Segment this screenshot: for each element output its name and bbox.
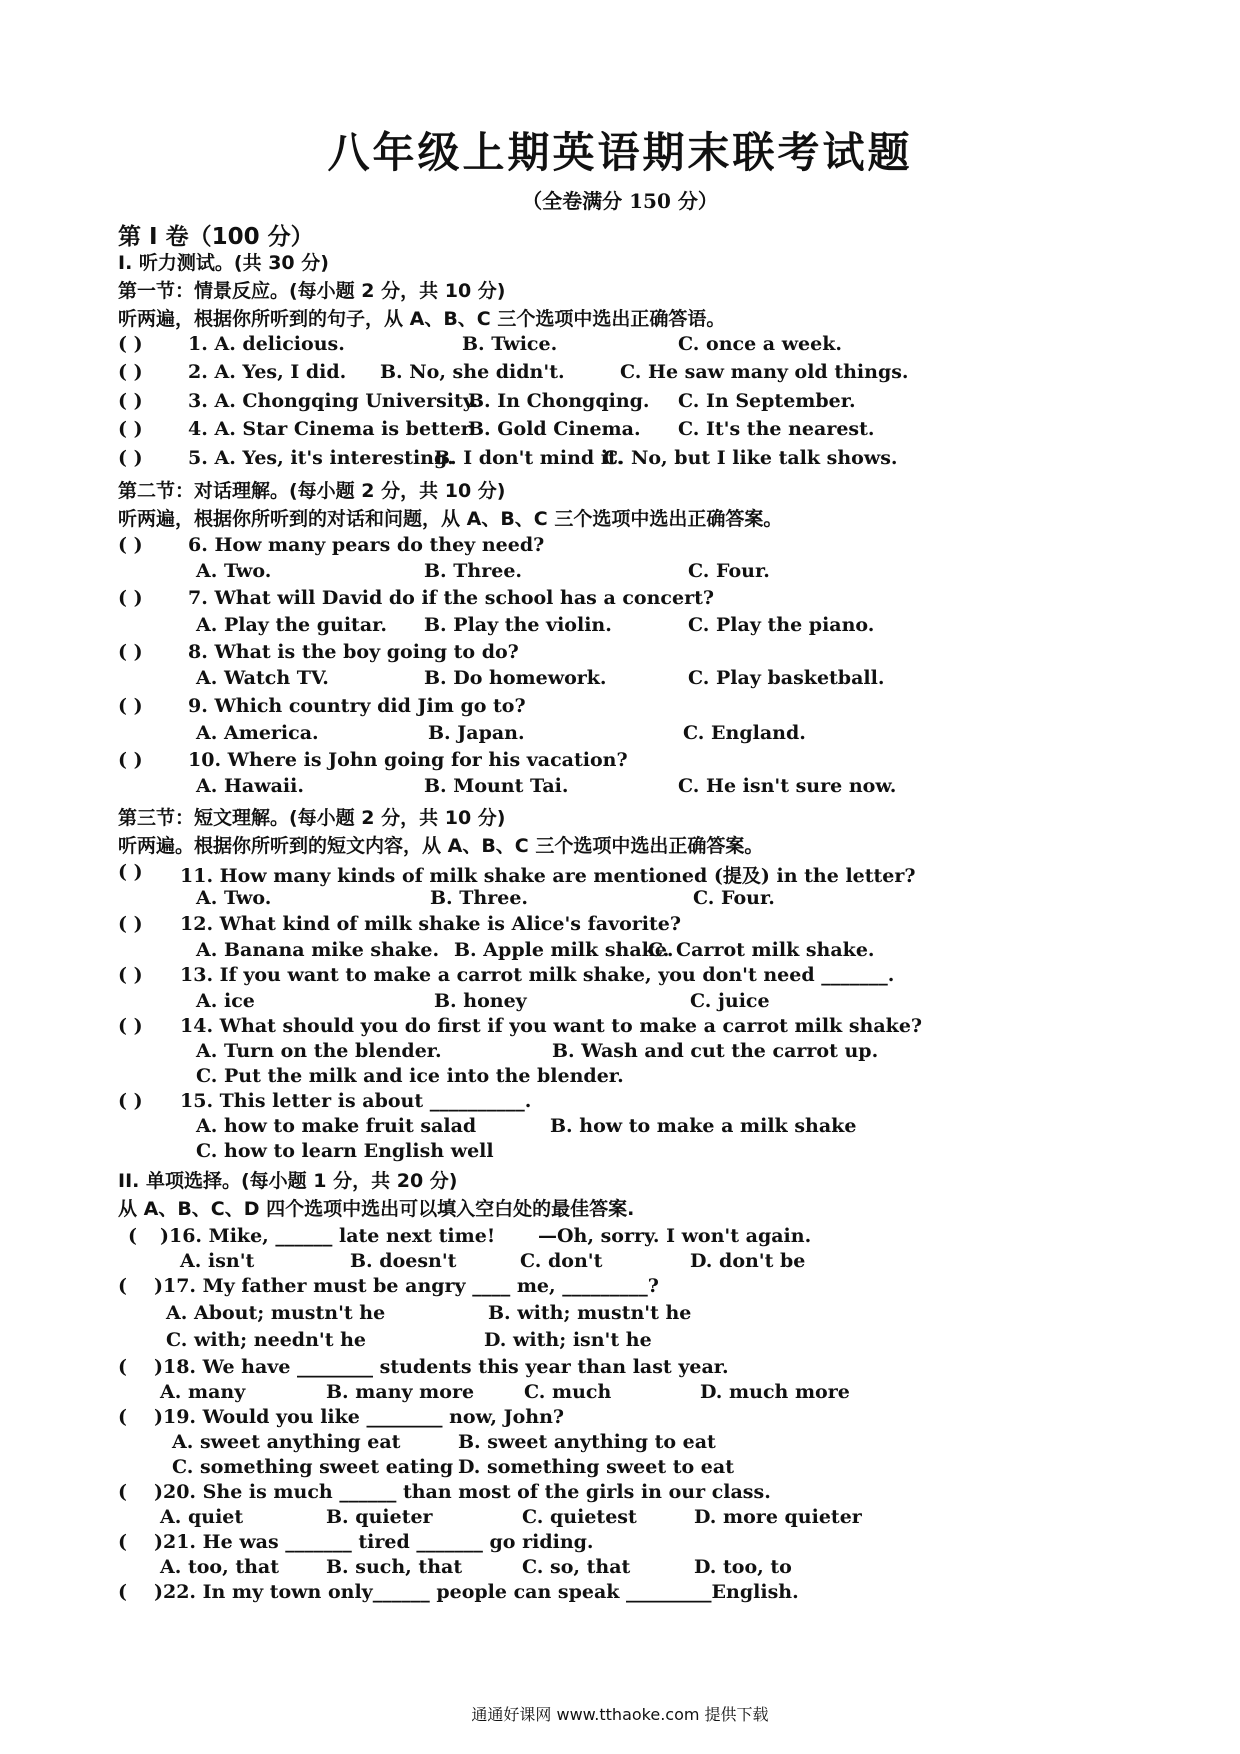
option-a: 1. A. delicious. (188, 333, 345, 355)
subsection-three-heading: 第三节：短文理解。(每小题 2 分，共 10 分) (118, 807, 506, 829)
section-two-instruction: 从 A、B、C、D 四个选项中选出可以填入空白处的最佳答案. (118, 1198, 635, 1220)
question-row (118, 1015, 923, 1037)
question-row (118, 1090, 532, 1112)
option-d: D. more quieter (694, 1506, 862, 1528)
question-text: 14. What should you do first if you want to make a carrot milk shake? (180, 1015, 923, 1037)
option-d: D. something sweet to eat (458, 1456, 734, 1478)
question-text: 15. This letter is about __________. (180, 1090, 532, 1112)
option-c: C. No, but I like talk shows. (603, 447, 898, 469)
option-a: A. Two. (196, 887, 272, 909)
option-c: C. much (524, 1381, 612, 1403)
option-c: C. Put the milk and ice into the blender. (196, 1065, 624, 1087)
answer-blank: ( ) (118, 695, 143, 717)
option-b: B. with; mustn't he (488, 1302, 692, 1324)
option-c: C. quietest (522, 1506, 637, 1528)
option-a: A. ice (196, 990, 255, 1012)
option-a: A. Turn on the blender. (196, 1040, 442, 1062)
option-a: A. Two. (196, 560, 272, 582)
option-b: B. Japan. (428, 722, 525, 744)
question-row (118, 749, 628, 771)
question-row (118, 587, 714, 609)
question-row (118, 333, 843, 355)
exam-subtitle: （全卷满分 150 分） (522, 189, 718, 213)
subsection-two-instruction: 听两遍，根据你所听到的对话和问题，从 A、B、C 三个选项中选出正确答案。 (118, 508, 783, 530)
question-row (118, 913, 682, 935)
option-c: C. Four. (693, 887, 775, 909)
option-b: B. Play the violin. (424, 614, 612, 636)
question-text: 8. What is the boy going to do? (188, 641, 519, 663)
subsection-two-heading: 第二节：对话理解。(每小题 2 分，共 10 分) (118, 480, 506, 502)
option-a: A. how to make fruit salad (196, 1115, 477, 1137)
option-c: C. once a week. (678, 333, 843, 355)
answer-blank: ( ) (118, 964, 143, 986)
option-d: D. don't be (690, 1250, 806, 1272)
option-b: B. honey (434, 990, 527, 1012)
answer-blank: ( ) (118, 1090, 143, 1112)
option-a: A. quiet (160, 1506, 244, 1528)
question-row (118, 695, 526, 717)
question-text: 13. If you want to make a carrot milk shake, you don't need _______. (180, 964, 895, 986)
option-c: C. with; needn't he (166, 1329, 367, 1351)
option-b: B. I don't mind it. (434, 447, 624, 469)
option-a: A. Play the guitar. (196, 614, 388, 636)
option-a: A. many (160, 1381, 246, 1403)
option-a: A. Hawaii. (196, 775, 304, 797)
question-row (118, 447, 898, 469)
option-a: A. America. (196, 722, 319, 744)
section-two-heading: II. 单项选择。(每小题 1 分，共 20 分) (118, 1170, 458, 1192)
option-a: 2. A. Yes, I did. (188, 361, 347, 383)
exam-title: 八年级上期英语期末联考试题 (327, 128, 913, 177)
answer-blank: ( ) (118, 418, 143, 440)
section-one-heading: I. 听力测试。(共 30 分) (118, 252, 329, 274)
option-d: D. with; isn't he (484, 1329, 652, 1351)
option-c: C. In September. (678, 390, 856, 412)
option-c: C. Carrot milk shake. (648, 939, 875, 961)
answer-blank: ( ) (118, 587, 143, 609)
question-row (118, 390, 856, 412)
page-footer: 通通好课网 www.tthaoke.com 提供下载 (471, 1705, 769, 1724)
option-a: A. Watch TV. (196, 667, 329, 689)
answer-blank: ( ) (118, 913, 143, 935)
option-b: B. Twice. (462, 333, 558, 355)
response-text: —Oh, sorry. I won't again. (538, 1225, 812, 1247)
option-b: B. Do homework. (424, 667, 607, 689)
question-text: 10. Where is John going for his vacation? (188, 749, 628, 771)
question-text: )19. Would you like ________ now, John? (154, 1406, 565, 1428)
option-a: 4. A. Star Cinema is better. (188, 418, 476, 440)
question-text: )18. We have ________ students this year than last year. (154, 1356, 729, 1378)
part-one-heading: 第 I 卷（100 分） (118, 224, 314, 250)
option-c: C. England. (683, 722, 806, 744)
option-c: C. don't (520, 1250, 603, 1272)
subsection-one-instruction: 听两遍，根据你所听到的句子，从 A、B、C 三个选项中选出正确答语。 (118, 308, 726, 330)
answer-blank-open: ( (118, 1406, 127, 1428)
question-text: 7. What will David do if the school has a concert? (188, 587, 714, 609)
option-d: D. too, to (694, 1556, 792, 1578)
option-a: A. sweet anything eat (172, 1431, 401, 1453)
subsection-three-instruction: 听两遍。根据你所听到的短文内容，从 A、B、C 三个选项中选出正确答案。 (118, 835, 764, 857)
option-c: C. It's the nearest. (678, 418, 875, 440)
option-d: D. much more (700, 1381, 850, 1403)
answer-blank: ( ) (118, 333, 143, 355)
question-text: )17. My father must be angry ____ me, _________? (154, 1275, 659, 1297)
option-a: A. too, that (160, 1556, 280, 1578)
question-row (118, 418, 875, 440)
answer-blank: ( ) (118, 749, 143, 771)
option-c: C. Play basketball. (688, 667, 885, 689)
answer-blank: ( ) (118, 361, 143, 383)
answer-blank: ( ) (118, 1015, 143, 1037)
option-c: C. so, that (522, 1556, 631, 1578)
answer-blank: ( ) (118, 641, 143, 663)
answer-blank-open: ( (118, 1481, 127, 1503)
option-b: B. quieter (326, 1506, 433, 1528)
option-b: B. Wash and cut the carrot up. (552, 1040, 879, 1062)
answer-blank-open: ( (118, 1531, 127, 1553)
question-row (118, 361, 909, 383)
answer-blank: ( ) (118, 861, 143, 883)
question-row (118, 534, 545, 556)
option-b: B. Three. (424, 560, 523, 582)
option-b: B. many more (326, 1381, 475, 1403)
question-text: 12. What kind of milk shake is Alice's favorite? (180, 913, 682, 935)
option-b: B. In Chongqing. (468, 390, 650, 412)
question-row (118, 641, 519, 663)
question-text: 9. Which country did Jim go to? (188, 695, 526, 717)
option-a: A. About; mustn't he (166, 1302, 386, 1324)
question-text: 11. How many kinds of milk shake are mentioned (提及) in the letter? (180, 865, 916, 887)
option-a: 3. A. Chongqing University. (188, 390, 479, 412)
option-b: B. doesn't (350, 1250, 457, 1272)
answer-blank-open: ( (118, 1581, 127, 1603)
answer-blank-open: ( (118, 1275, 127, 1297)
option-b: B. No, she didn't. (380, 361, 565, 383)
option-c: C. Play the piano. (688, 614, 875, 636)
answer-blank: ( ) (118, 390, 143, 412)
option-b: B. how to make a milk shake (550, 1115, 857, 1137)
question-text: )16. Mike, ______ late next time! (160, 1225, 496, 1247)
option-c: C. He saw many old things. (620, 361, 909, 383)
option-b: B. such, that (326, 1556, 463, 1578)
option-c: C. how to learn English well (196, 1140, 494, 1162)
option-b: B. sweet anything to eat (458, 1431, 716, 1453)
option-b: B. Apple milk shake. (454, 939, 674, 961)
answer-blank-open: ( (118, 1356, 127, 1378)
option-c: C. something sweet eating (172, 1456, 454, 1478)
option-b: B. Three. (430, 887, 529, 909)
question-row (118, 964, 895, 986)
option-a: A. isn't (180, 1250, 255, 1272)
answer-blank: ( ) (118, 534, 143, 556)
answer-blank: ( ) (118, 447, 143, 469)
option-a: A. Banana mike shake. (196, 939, 440, 961)
subsection-one-heading: 第一节：情景反应。(每小题 2 分，共 10 分) (118, 280, 506, 302)
question-text: )21. He was _______ tired _______ go riding. (154, 1531, 594, 1553)
option-b: B. Mount Tai. (424, 775, 569, 797)
option-c: C. juice (690, 990, 770, 1012)
question-row (118, 861, 916, 887)
question-text: )22. In my town only______ people can speak _________English. (154, 1581, 799, 1603)
question-text: )20. She is much ______ than most of the girls in our class. (154, 1481, 771, 1503)
question-text: 6. How many pears do they need? (188, 534, 545, 556)
option-b: B. Gold Cinema. (468, 418, 641, 440)
option-a: 5. A. Yes, it's interesting. (188, 447, 454, 469)
option-c: C. He isn't sure now. (678, 775, 897, 797)
option-c: C. Four. (688, 560, 770, 582)
answer-blank-open: ( (128, 1225, 137, 1247)
